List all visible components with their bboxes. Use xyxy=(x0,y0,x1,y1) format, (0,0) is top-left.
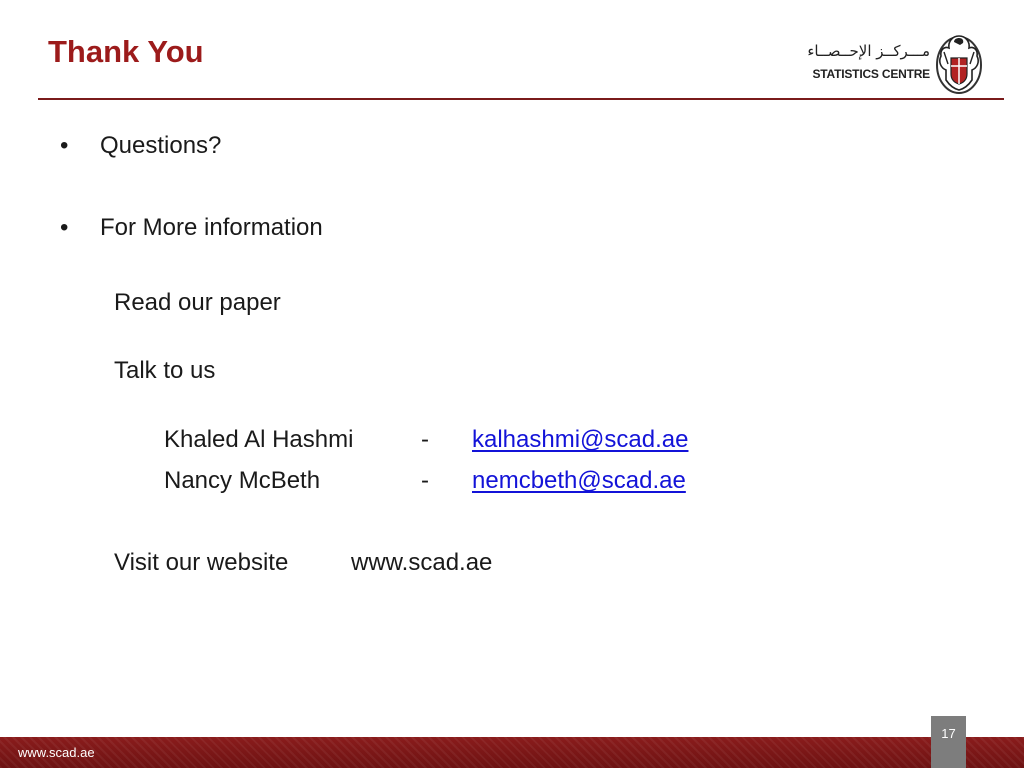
website-url-text: www.scad.ae xyxy=(351,549,493,576)
read-paper-text: Read our paper xyxy=(114,289,281,316)
bullet-more-information: For More information xyxy=(100,214,323,241)
contact-email-link[interactable]: nemcbeth@scad.ae xyxy=(472,467,686,494)
falcon-emblem-icon xyxy=(932,28,986,98)
contact-name: Nancy McBeth xyxy=(164,467,321,494)
footer-url: www.scad.ae xyxy=(18,745,95,760)
bullet-marker: • xyxy=(60,214,69,241)
page-number: 17 xyxy=(941,726,956,741)
logo-english-text: STATISTICS CENTRE xyxy=(812,67,930,81)
contact-separator: - xyxy=(421,467,429,494)
visit-website-label: Visit our website xyxy=(114,549,289,576)
footer-bar xyxy=(0,737,1024,768)
title-divider xyxy=(38,98,1004,100)
page-number-box xyxy=(931,716,966,768)
contact-email-link[interactable]: kalhashmi@scad.ae xyxy=(472,426,689,453)
talk-to-us-text: Talk to us xyxy=(114,357,216,384)
bullet-questions: Questions? xyxy=(100,132,222,159)
logo-arabic-text: مـــركــز الإحــصــاء xyxy=(807,42,930,60)
contact-name: Khaled Al Hashmi xyxy=(164,426,354,453)
contact-separator: - xyxy=(421,426,429,453)
slide-title: Thank You xyxy=(48,34,204,69)
bullet-marker: • xyxy=(60,132,69,159)
statistics-centre-logo xyxy=(807,28,996,98)
